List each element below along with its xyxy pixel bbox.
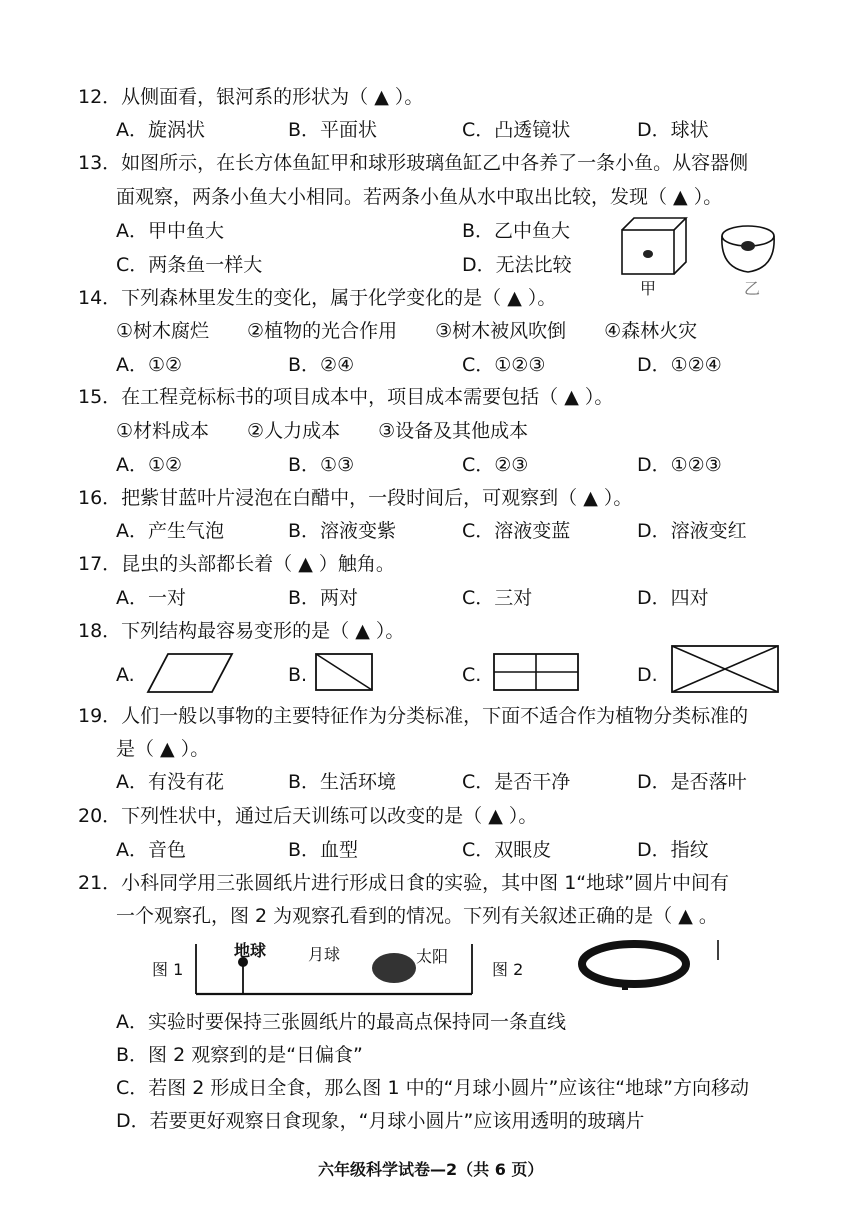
q12-stem: 12．从侧面看，银河系的形状为（ ▲ ）。: [78, 86, 424, 108]
q12-option-c: C．凸透镜状: [462, 119, 571, 141]
q19-option-a: A．有没有花: [116, 771, 224, 793]
q21-stem-line2: 一个观察孔，图 2 为观察孔看到的情况。下列有关叙述正确的是（ ▲ 。: [116, 905, 718, 927]
q20-stem: 20．下列性状中，通过后天训练可以改变的是（ ▲ ）。: [78, 805, 538, 827]
q15-option-a: A．①②: [116, 454, 183, 476]
q17-stem: 17．昆虫的头部都长着（ ▲ ）触角。: [78, 553, 395, 575]
sun-label: 太阳: [416, 947, 449, 966]
q14-option-a: A．①②: [116, 354, 183, 376]
q17-option-a: A．一对: [116, 587, 186, 609]
q12-option-d: D．球状: [637, 119, 709, 141]
q19-option-d: D．是否落叶: [637, 771, 747, 793]
q20-option-b: B．血型: [288, 839, 359, 861]
q13-label-yi: 乙: [744, 279, 761, 298]
q17-option-d: D．四对: [637, 587, 709, 609]
fish-icon: [741, 241, 755, 251]
sun-disc-icon: [372, 953, 416, 983]
q13-stem-line2: 面观察，两条小鱼大小相同。若两条小鱼从水中取出比较，发现（ ▲ ）。: [116, 186, 723, 208]
q19-option-b: B．生活环境: [288, 771, 397, 793]
q20-option-a: A．音色: [116, 839, 186, 861]
q16-option-d: D．溶液变红: [637, 520, 747, 542]
q21-option-b: B．图 2 观察到的是“日偏食”: [116, 1044, 363, 1066]
q18-option-d: D.: [637, 664, 658, 686]
q16-option-a: A．产生气泡: [116, 520, 224, 542]
moon-label: 月球: [308, 945, 341, 964]
q15-option-c: C．②③: [462, 454, 529, 476]
rectangle-grid-shape: [492, 652, 580, 692]
q15-items: ①材料成本 ②人力成本 ③设备及其他成本: [116, 420, 529, 442]
cuboid-tank-icon: [622, 218, 686, 274]
q21-stem-line1: 21．小科同学用三张圆纸片进行形成日食的实验，其中图 1“地球”圆片中间有: [78, 872, 729, 894]
q13-option-b: B．乙中鱼大: [462, 220, 571, 242]
q17-option-b: B．两对: [288, 587, 359, 609]
q13-option-a: A．甲中鱼大: [116, 220, 224, 242]
q17-option-c: C．三对: [462, 587, 533, 609]
parallelogram-shape: [146, 652, 236, 694]
rectangle-one-diagonal-shape: [314, 652, 374, 692]
q13-stem-line1: 13．如图所示，在长方体鱼缸甲和球形玻璃鱼缸乙中各养了一条小鱼。从容器侧: [78, 152, 749, 174]
q16-stem: 16．把紫甘蓝叶片浸泡在白醋中，一段时间后，可观察到（ ▲ ）。: [78, 487, 633, 509]
q13-label-jia: 甲: [640, 279, 657, 298]
page-footer: 六年级科学试卷—2（共 6 页）: [318, 1160, 544, 1179]
q12-option-b: B．平面状: [288, 119, 378, 141]
q20-option-c: C．双眼皮: [462, 839, 552, 861]
q21-option-c: C．若图 2 形成日全食，那么图 1 中的“月球小圆片”应该往“地球”方向移动: [116, 1077, 749, 1099]
q21-option-a: A．实验时要保持三张圆纸片的最高点保持同一条直线: [116, 1011, 566, 1033]
q19-option-c: C．是否干净: [462, 771, 571, 793]
q13-option-d: D．无法比较: [462, 254, 572, 276]
q14-option-d: D．①②④: [637, 354, 722, 376]
q16-option-c: C．溶液变蓝: [462, 520, 571, 542]
earth-label: 地球: [234, 941, 267, 960]
q14-items: ①树木腐烂 ②植物的光合作用 ③树木被风吹倒 ④森林火灾: [116, 320, 698, 342]
fish-icon: [643, 250, 653, 258]
q18-option-c: C.: [462, 664, 482, 686]
q21-option-d: D．若要更好观察日食现象，“月球小圆片”应该用透明的玻璃片: [116, 1110, 645, 1132]
fig2-label: 图 2: [492, 960, 524, 979]
q15-option-d: D．①②③: [637, 454, 722, 476]
q13-option-c: C．两条鱼一样大: [116, 254, 263, 276]
q18-option-b: B.: [288, 664, 308, 686]
q14-stem: 14．下列森林里发生的变化，属于化学变化的是（ ▲ ）。: [78, 287, 557, 309]
q19-stem-line2: 是（ ▲ ）。: [116, 738, 210, 760]
q15-stem: 15．在工程竞标标书的项目成本中，项目成本需要包括（ ▲ ）。: [78, 386, 614, 408]
eclipse-ring-icon: [582, 944, 686, 984]
fig2-annular-view: [576, 938, 726, 994]
q18-option-a: A.: [116, 664, 135, 686]
fig1-label: 图 1: [152, 960, 184, 979]
q12-option-a: A．旋涡状: [116, 119, 205, 141]
q14-option-c: C．①②③: [462, 354, 546, 376]
q14-option-b: B．②④: [288, 354, 355, 376]
q16-option-b: B．溶液变紫: [288, 520, 397, 542]
q19-stem-line1: 19．人们一般以事物的主要特征作为分类标准，下面不适合作为植物分类标准的: [78, 705, 749, 727]
q20-option-d: D．指纹: [637, 839, 709, 861]
q18-stem: 18．下列结构最容易变形的是（ ▲ ）。: [78, 620, 405, 642]
rectangle-cross-diagonal-shape: [670, 644, 780, 694]
q15-option-b: B．①③: [288, 454, 355, 476]
